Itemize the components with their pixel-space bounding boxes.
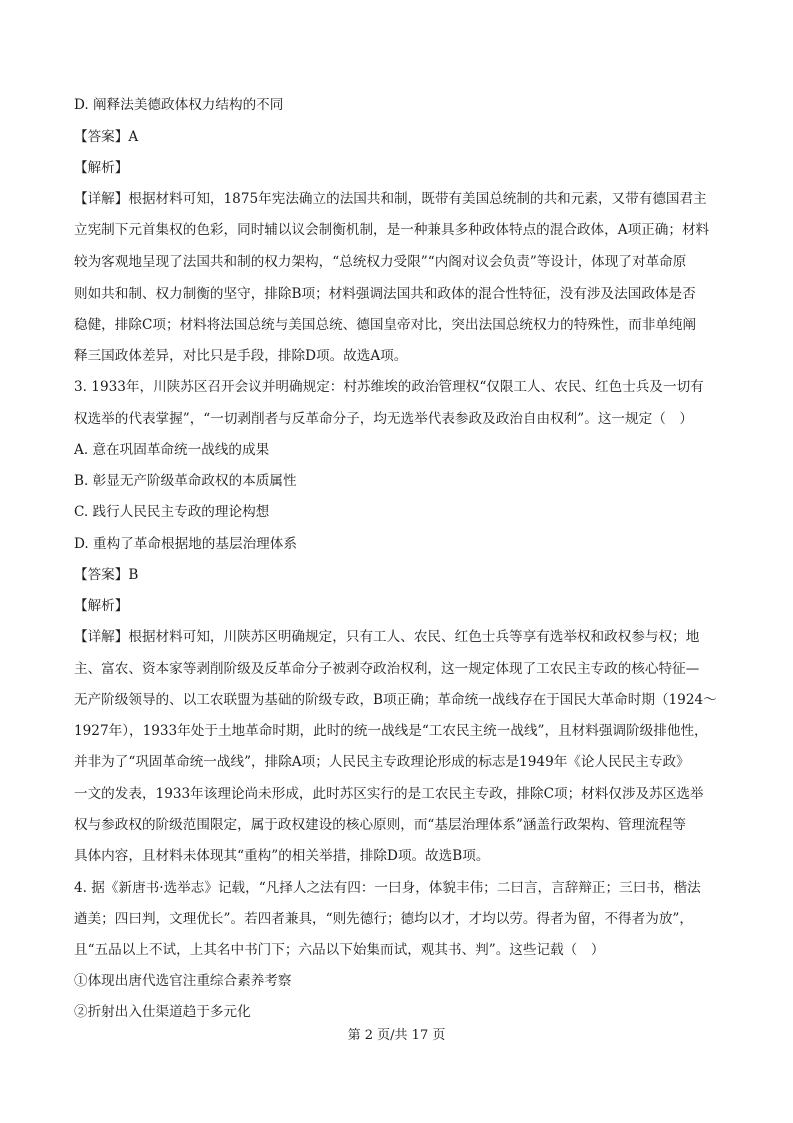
question-4-stem: 遒美；四曰判，文理优长”。若四者兼具，“则先德行；德均以才，才均以劳。得者为留，不得者为放”，	[74, 911, 693, 927]
explanation-line: 【详解】根据材料可知，1875年宪法确立的法国共和制，既带有美国总统制的共和元素，又带有德国君主	[74, 191, 707, 207]
explanation-line: 则如共和制、权力制衡的坚守，排除B项；材料强调法国共和政体的混合性特征，没有涉及法国政体是否	[74, 286, 696, 302]
explanation-line: 释三国政体差异，对比只是手段，排除D项。故选A项。	[74, 348, 408, 364]
explanation-line: 主、富农、资本家等剥削阶级及反革命分子被剥夺政治权利，这一规定体现了工农民主专政的核心特征—	[74, 661, 700, 677]
explanation-line: 一文的发表，1933年该理论尚未形成，此时苏区实行的是工农民主专政，排除C项；材料仅涉及苏区选举	[74, 786, 704, 802]
analysis-label-q3: 【解析】	[74, 598, 129, 614]
page-footer: 第 2 页/共 17 页	[347, 1028, 446, 1043]
answer-label-q3: 【答案】B	[74, 567, 139, 583]
question-3-stem: 权选举的代表掌握”，“一切剥削者与反革命分子，均无选举代表参政及政治自由权利”。这一规定（ ）	[74, 411, 693, 427]
question-3-stem: 3. 1933年，川陕苏区召开会议并明确规定：村苏维埃的政治管理权“仅限工人、农民、红色士兵及一切有	[74, 379, 704, 395]
explanation-line: 1927年），1933年处于土地革命时期，此时的统一战线是“工农民主统一战线”，且材料强调阶级排他性，	[74, 723, 708, 739]
explanation-line: 无产阶级领导的、以工农联盟为基础的阶级专政，B项正确；革命统一战线存在于国民大革命时期（1924～	[74, 692, 717, 708]
explanation-line: 并非为了“巩固革命统一战线”，排除A项；人民民主专政理论形成的标志是1949年《论人民民主专政》	[74, 754, 690, 770]
option-d-q2: D. 阐释法美德政体权力结构的不同	[74, 97, 284, 113]
explanation-line: 立宪制下元首集权的色彩，同时辅以议会制衡机制，是一种兼具多种政体特点的混合政体，A项正确；材料	[74, 222, 710, 238]
analysis-label-q2: 【解析】	[74, 160, 129, 176]
option-a-q3: A. 意在巩固革命统一战线的成果	[74, 442, 270, 458]
statement-1-q4: ①体现出唐代选官注重综合素养考察	[74, 973, 292, 989]
explanation-line: 【详解】根据材料可知，川陕苏区明确规定，只有工人、农民、红色士兵等享有选举权和政权参与权；地	[74, 629, 700, 645]
explanation-line: 具体内容，且材料未体现其“重构”的相关举措，排除D项。故选B项。	[74, 848, 490, 864]
option-b-q3: B. 彰显无产阶级革命政权的本质属性	[74, 473, 297, 489]
explanation-line: 权与参政权的阶级范围限定，属于政权建设的核心原则，而“基层治理体系”涵盖行政架构、管理流程等	[74, 817, 687, 833]
explanation-line: 稳健，排除C项；材料将法国总统与美国总统、德国皇帝对比，突出法国总统权力的特殊性，而非单纯阐	[74, 317, 697, 333]
option-d-q3: D. 重构了革命根据地的基层治理体系	[74, 536, 297, 552]
explanation-line: 较为客观地呈现了法国共和制的权力架构，“总统权力受限”“内阁对议会负责”等设计，体现了对革命原	[74, 254, 687, 270]
statement-2-q4: ②折射出入仕渠道趋于多元化	[74, 1004, 251, 1020]
option-c-q3: C. 践行人民民主专政的理论构想	[74, 504, 270, 520]
answer-label-q2: 【答案】A	[74, 129, 139, 145]
question-4-stem: 4. 据《新唐书·选举志》记载，“凡择人之法有四：一曰身，体貌丰伟；二曰言，言辞辩正；三曰书，楷法	[74, 880, 701, 896]
question-4-stem: 且“五品以上不试，上其名中书门下；六品以下始集而试，观其书、判”。这些记载（ ）	[74, 942, 605, 958]
